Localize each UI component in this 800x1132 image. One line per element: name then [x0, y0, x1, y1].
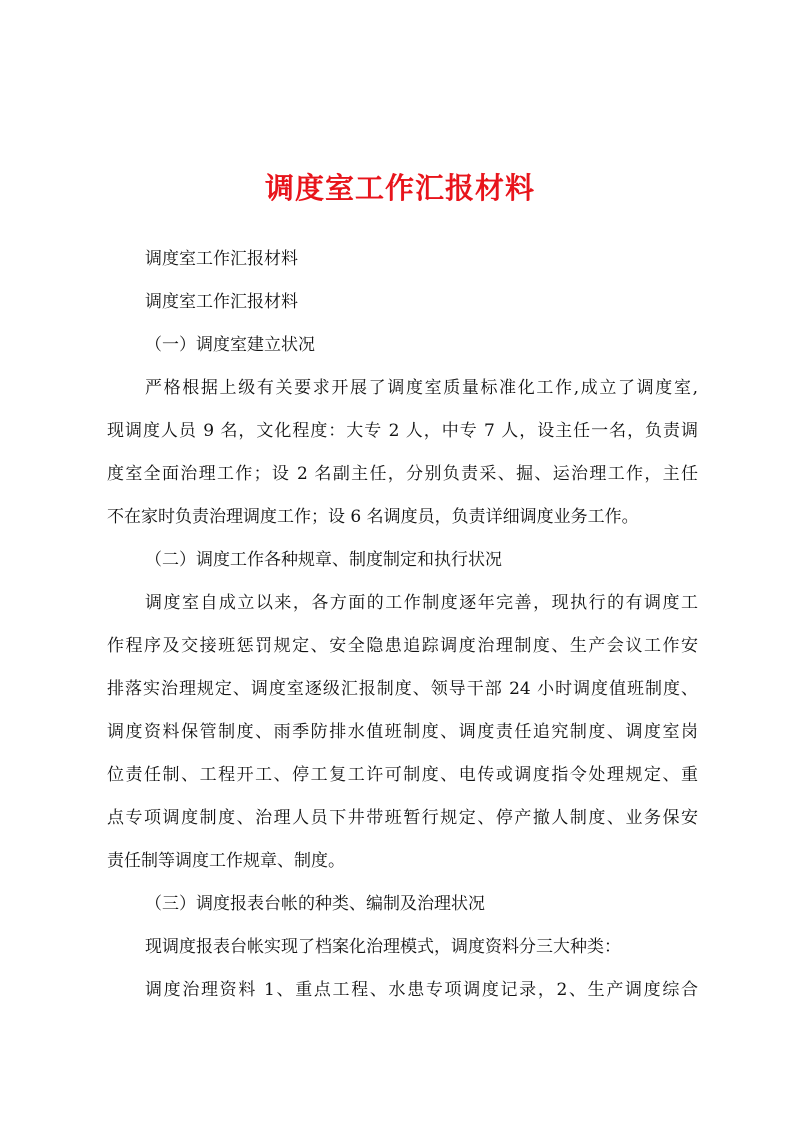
document-title: 调度室工作汇报材料	[264, 171, 535, 205]
text-line: 作程序及交接班惩罚规定、安全隐患追踪调度治理制度、生产会议工作安	[107, 636, 698, 656]
text-line: 位责任制、工程开工、停工复工许可制度、电传或调度指令处理规定、重	[107, 765, 698, 785]
document-body	[107, 238, 698, 1012]
text-line: （三）调度报表台帐的种类、编制及治理状况	[145, 894, 485, 914]
text-line: 不在家时负责治理调度工作；设 6 名调度员，负责详细调度业务工作。	[107, 507, 639, 527]
text-line: 调度室工作汇报材料	[145, 249, 298, 269]
text-line: （二）调度工作各种规章、制度制定和执行状况	[145, 550, 502, 570]
text-line: 调度室自成立以来，各方面的工作制度逐年完善，现执行的有调度工	[145, 593, 698, 613]
text-line: 度室全面治理工作；设 2 名副主任，分别负责采、掘、运治理工作，主任	[107, 464, 698, 484]
text-line: 现调度报表台帐实现了档案化治理模式，调度资料分三大种类：	[145, 937, 621, 957]
text-line: 现调度人员 9 名，文化程度：大专 2 人，中专 7 人，设主任一名，负责调	[107, 421, 698, 441]
text-line: 调度室工作汇报材料	[145, 292, 298, 312]
text-line: 排落实治理规定、调度室逐级汇报制度、领导干部 24 小时调度值班制度、	[107, 679, 698, 699]
text-line: 责任制等调度工作规章、制度。	[107, 851, 345, 871]
text-line: 点专项调度制度、治理人员下井带班暂行规定、停产撤人制度、业务保安	[107, 808, 698, 828]
text-line: 严格根据上级有关要求开展了调度室质量标准化工作,成立了调度室,	[145, 378, 698, 398]
text-line: 调度资料保管制度、雨季防排水值班制度、调度责任追究制度、调度室岗	[107, 722, 698, 742]
text-line: （一）调度室建立状况	[145, 335, 315, 355]
text-line: 调度治理资料 1、重点工程、水患专项调度记录，2、生产调度综合	[145, 980, 698, 1000]
